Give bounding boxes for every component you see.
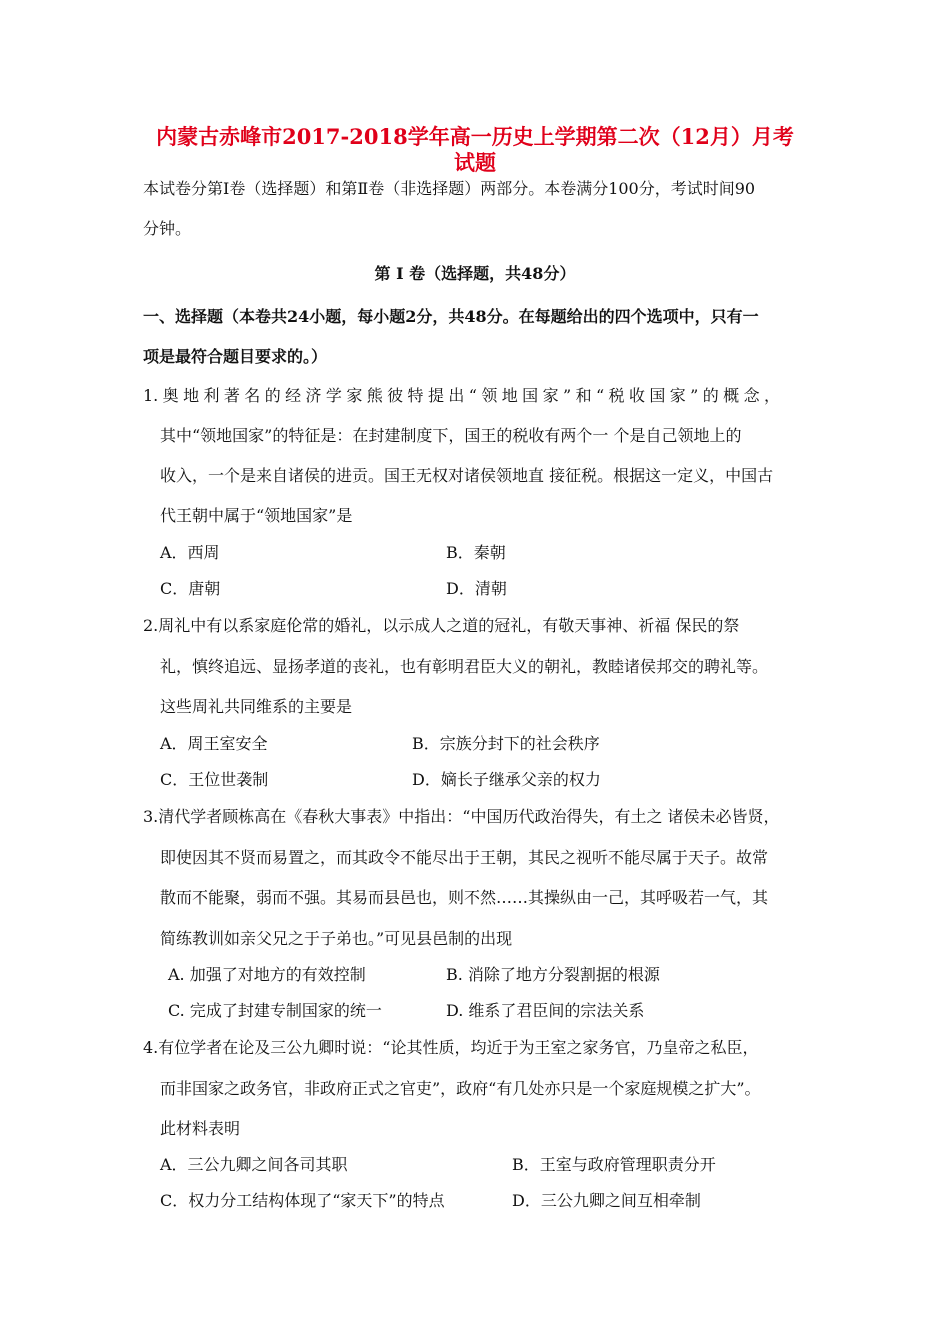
instruction-line-2: 项是最符合题目要求的。） — [143, 347, 328, 366]
question-4-stem-line: 此材料表明 — [160, 1119, 241, 1138]
question-3-stem-line: 3.清代学者顾栋高在《春秋大事表》中指出：“中国历代政治得失，有土之 诸侯未必皆贤， — [143, 807, 780, 826]
question-4-option-c: C．权力分工结构体现了“家天下”的特点 — [160, 1191, 445, 1210]
question-1-option-c: C．唐朝 — [160, 579, 221, 598]
section-heading: 第 Ⅰ 卷（选择题，共48分） — [374, 264, 576, 283]
question-2-option-a: A．周王室安全 — [160, 734, 268, 753]
document-title-line-1: 内蒙古赤峰市2017-2018学年高一历史上学期第二次（12月）月考 — [156, 124, 794, 149]
question-2-stem-line: 2.周礼中有以系家庭伦常的婚礼，以示成人之道的冠礼，有敬天事神、祈福 保民的祭 — [143, 616, 740, 635]
question-1-option-d: D．清朝 — [446, 579, 507, 598]
question-4-stem-line: 而非国家之政务官，非政府正式之官吏”，政府“有几处亦只是一个家庭规模之扩大”。 — [160, 1079, 761, 1098]
question-3-stem-line: 散而不能聚，弱而不强。其易而县邑也，则不然……其操纵由一己，其呼吸若一气，其 — [160, 888, 769, 907]
question-1-option-a: A．西周 — [160, 543, 220, 562]
question-1-stem-line: 1.奥地利著名的经济学家熊彼特提出“领地国家”和“税收国家”的概念， — [143, 386, 780, 405]
question-3-option-a: A. 加强了对地方的有效控制 — [168, 965, 366, 984]
intro-line-2: 分钟。 — [143, 219, 192, 238]
question-1-stem-line: 代王朝中属于“领地国家”是 — [160, 506, 353, 525]
question-3-option-d: D. 维系了君臣间的宗法关系 — [446, 1001, 645, 1020]
intro-line-1: 本试卷分第Ⅰ卷（选择题）和第Ⅱ卷（非选择题）两部分。本卷满分100分，考试时间90 — [143, 179, 756, 198]
question-4-option-d: D．三公九卿之间互相牵制 — [512, 1191, 701, 1210]
document-title-line-2: 试题 — [454, 150, 496, 175]
question-3-option-c: C. 完成了封建专制国家的统一 — [168, 1001, 382, 1020]
question-1-stem-line: 收入，一个是来自诸侯的进贡。国王无权对诸侯领地直 接征税。根据这一定义，中国古 — [160, 466, 774, 485]
question-3-stem-line: 即使因其不贤而易置之，而其政令不能尽出于王朝，其民之视听不能尽属于天子。故常 — [160, 848, 769, 867]
question-3-option-b: B. 消除了地方分裂割据的根源 — [446, 965, 660, 984]
question-3-stem-line: 简练教训如亲父兄之于子弟也。”可见县邑制的出现 — [160, 929, 513, 948]
question-4-option-b: B．王室与政府管理职责分开 — [512, 1155, 716, 1174]
question-2-option-b: B．宗族分封下的社会秩序 — [412, 734, 600, 753]
question-4-option-a: A．三公九卿之间各司其职 — [160, 1155, 348, 1174]
instruction-line-1: 一、选择题（本卷共24小题，每小题2分，共48分。在每题给出的四个选项中，只有一 — [143, 307, 759, 326]
question-2-option-c: C．王位世袭制 — [160, 770, 269, 789]
question-4-stem-line: 4.有位学者在论及三公九卿时说：“论其性质，均近于为王室之家务官，乃皇帝之私臣， — [143, 1038, 759, 1057]
question-2-stem-line: 礼，慎终追远、显扬孝道的丧礼，也有彰明君臣大义的朝礼，教睦诸侯邦交的聘礼等。 — [160, 657, 769, 676]
question-1-stem-line: 其中“领地国家”的特征是：在封建制度下，国王的税收有两个一 个是自己领地上的 — [160, 426, 742, 445]
question-2-stem-line: 这些周礼共同维系的主要是 — [160, 697, 353, 716]
question-2-option-d: D．嫡长子继承父亲的权力 — [412, 770, 601, 789]
question-1-option-b: B．秦朝 — [446, 543, 506, 562]
